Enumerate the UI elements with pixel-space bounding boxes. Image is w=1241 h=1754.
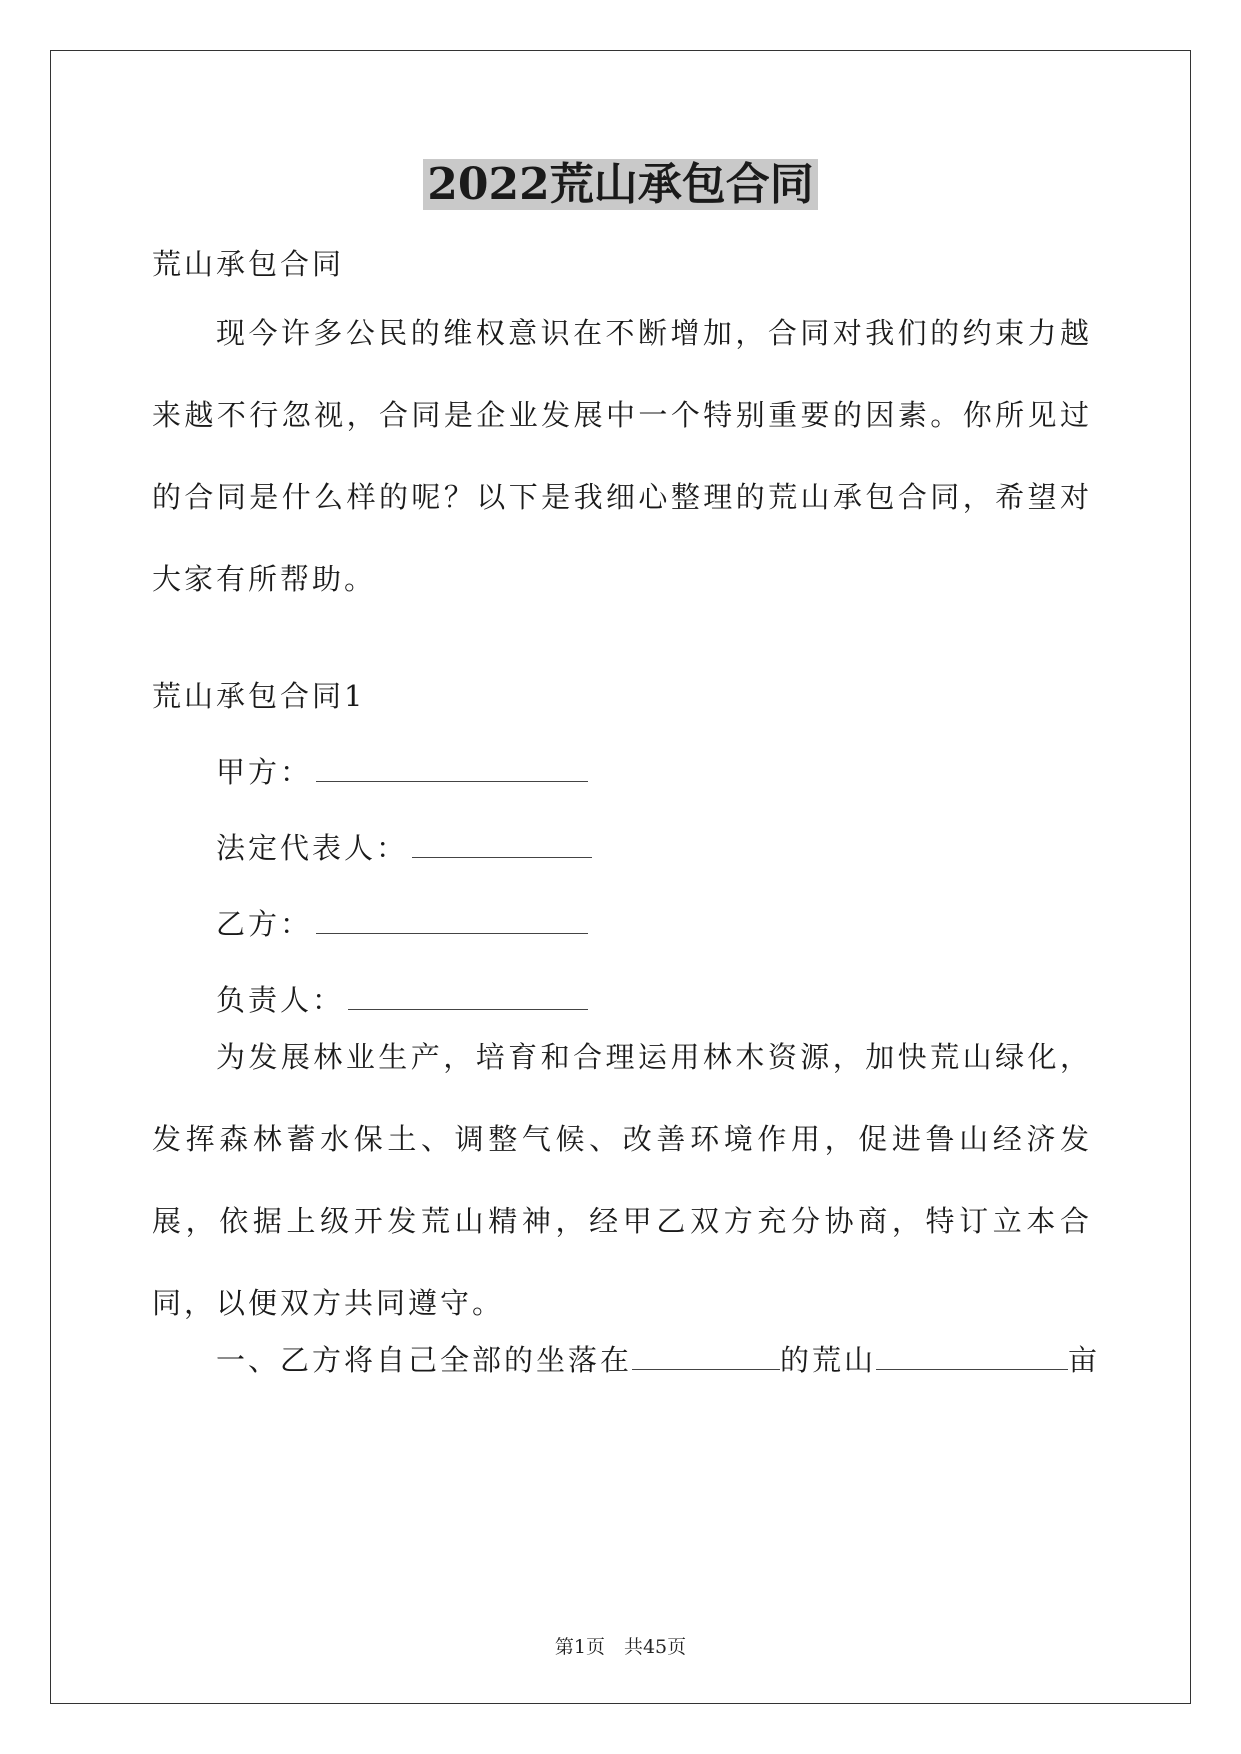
party-b-field <box>216 902 588 943</box>
party-b-blank <box>316 909 588 934</box>
clause-1 <box>216 1338 1100 1379</box>
clause-1-part2: 的荒山 <box>780 1343 877 1377</box>
legal-rep-blank <box>412 833 592 858</box>
party-a-blank <box>316 757 588 782</box>
party-a-label: 甲方： <box>216 755 313 789</box>
section-heading: 荒山承包合同1 <box>152 679 366 713</box>
clause-1-part3: 亩 <box>1068 1343 1101 1377</box>
legal-rep-label: 法定代表人： <box>216 831 409 865</box>
page-footer: 第1页 共45页 <box>554 1636 687 1658</box>
document-title-text: 2022荒山承包合同 <box>423 159 817 210</box>
party-b-label: 乙方： <box>216 907 313 941</box>
responsible-field <box>216 978 588 1019</box>
responsible-label: 负责人： <box>216 983 345 1017</box>
purpose-paragraph: 为发展林业生产，培育和合理运用林木资源，加快荒山绿化，发挥森林蓄水保土、调整气候、改善环境作用，促进鲁山经济发展，依据上级开发荒山精神，经甲乙双方充分协商，特订立本合同，以便双方共同遵守。 <box>152 1040 1092 1320</box>
location-blank <box>632 1345 780 1370</box>
responsible-blank <box>348 985 588 1010</box>
document-title <box>0 155 1241 215</box>
party-a-field <box>216 750 588 791</box>
document-subtitle: 荒山承包合同 <box>152 247 345 281</box>
intro-paragraph: 现今许多公民的维权意识在不断增加，合同对我们的约束力越来越不行忽视，合同是企业发展中一个特别重要的因素。你所见过的合同是什么样的呢？以下是我细心整理的荒山承包合同，希望对大家有所帮助。 <box>152 316 1092 596</box>
legal-rep-field <box>216 826 592 867</box>
clause-1-part1: 一、乙方将自己全部的坐落在 <box>216 1343 633 1377</box>
area-blank <box>876 1345 1068 1370</box>
